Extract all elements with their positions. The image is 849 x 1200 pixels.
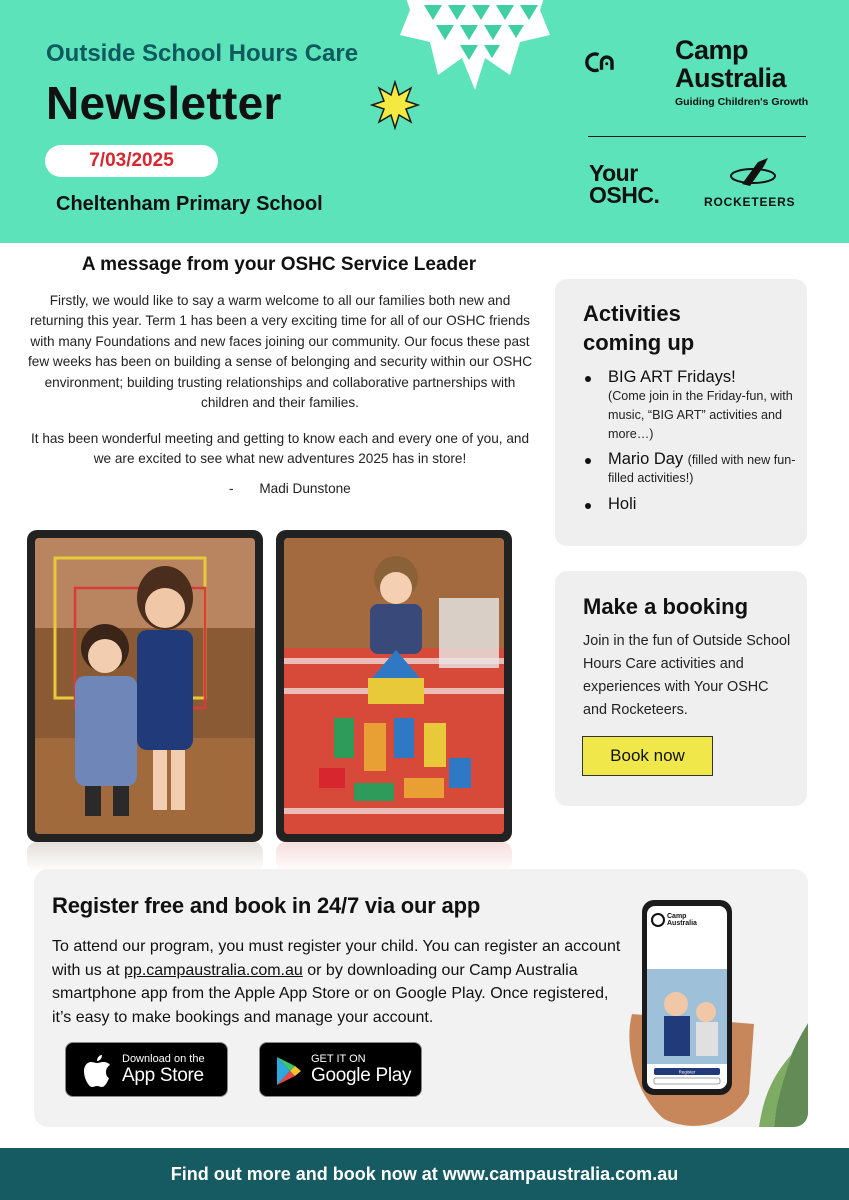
message-signature bbox=[229, 481, 351, 496]
photo-blocks-frame bbox=[276, 530, 512, 842]
activities-card bbox=[555, 279, 807, 546]
photo-blocks-reflection bbox=[276, 842, 512, 872]
your-oshc-line1: Your bbox=[589, 160, 638, 186]
register-text-start: To attend our program, you must register your child. You can register an account with us at bbox=[52, 938, 621, 979]
your-oshc-logo bbox=[589, 162, 659, 206]
message-paragraph-2: It has been wonderful meeting and getting to know each and every one of you, and we are excited to see what new adventures 2025 has in store! bbox=[30, 431, 530, 467]
photo-children-image bbox=[35, 538, 255, 834]
register-section bbox=[34, 869, 808, 1127]
photo-blocks-image bbox=[284, 538, 504, 834]
activity-item bbox=[583, 450, 798, 487]
phone-app-name-line1: Camp bbox=[667, 913, 687, 920]
sun-burst-icon bbox=[370, 80, 420, 130]
register-text bbox=[52, 935, 632, 1029]
header-divider bbox=[588, 136, 806, 137]
rocket-icon bbox=[728, 158, 778, 190]
activities-list bbox=[583, 368, 798, 520]
newsletter-date: 7/03/2025 bbox=[45, 145, 218, 177]
newsletter-title: Newsletter bbox=[46, 77, 282, 129]
header-banner bbox=[0, 0, 849, 243]
signature-name: Madi Dunstone bbox=[259, 481, 351, 496]
activities-title-line2: coming up bbox=[583, 330, 695, 355]
school-name: Cheltenham Primary School bbox=[56, 193, 323, 215]
photo-children-frame bbox=[27, 530, 263, 842]
camp-australia-logo-icon bbox=[585, 36, 675, 96]
phone-app-name-line2: Australia bbox=[667, 920, 697, 927]
message-paragraph-1: Firstly, we would like to say a warm welcome to all our families both new and returning this year. Term 1 has been a very exciting time for all of our OSHC friends with many Foundations and new faces joining our community. Our focus these past few weeks has been on building a sense of belonging and security within our OSHC environment; building trusting relationships and collaborative partnerships with children and their families. bbox=[27, 293, 533, 411]
booking-title: Make a booking bbox=[583, 594, 749, 619]
register-portal-link[interactable]: pp.campaustralia.com.au bbox=[124, 961, 303, 979]
book-now-button[interactable]: Book now bbox=[582, 736, 713, 776]
activities-title-line1: Activities bbox=[583, 301, 681, 326]
activity-detail: (filled with new fun-filled activities!) bbox=[608, 453, 796, 485]
footer-banner[interactable]: Find out more and book now at www.campaustralia.com.au bbox=[0, 1148, 849, 1200]
camp-australia-wordmark bbox=[675, 36, 786, 92]
brand-tagline: Guiding Children's Growth bbox=[675, 96, 809, 108]
message-heading: A message from your OSHC Service Leader bbox=[81, 254, 477, 275]
activities-title bbox=[583, 299, 694, 357]
activity-item bbox=[583, 368, 798, 444]
phone-register-button: Register bbox=[678, 1069, 696, 1075]
activity-item bbox=[583, 495, 798, 514]
register-text-end: or by downloading our Camp Australia smartphone app from the Apple App Store or on Google Play. Once registered, it’s easy to make bookings and manage your account. bbox=[52, 961, 609, 1026]
brand-name-line2: Australia bbox=[675, 63, 787, 93]
phone-app-illustration bbox=[624, 894, 808, 1127]
app-store-label: App Store bbox=[122, 1065, 204, 1086]
rocketeers-logo: ROCKETEERS bbox=[704, 195, 796, 209]
apple-icon bbox=[82, 1054, 112, 1088]
register-title: Register free and book in 24/7 via our app bbox=[52, 893, 481, 918]
app-store-small-text: Download on the bbox=[122, 1053, 205, 1065]
photo-children-reflection bbox=[27, 842, 263, 872]
google-play-label: Google Play bbox=[311, 1065, 412, 1086]
activity-name: Holi bbox=[608, 495, 637, 513]
newsletter-kicker: Outside School Hours Care bbox=[46, 40, 359, 67]
activity-name: Mario Day bbox=[608, 450, 684, 468]
booking-text: Join in the fun of Outside School Hours Care activities and experiences with Your OSHC and Rocketeers. bbox=[583, 633, 791, 718]
brand-name-line1: Camp bbox=[675, 35, 749, 65]
google-play-small-text: GET IT ON bbox=[311, 1053, 366, 1065]
google-play-button[interactable] bbox=[259, 1042, 422, 1097]
activity-name: BIG ART Fridays! bbox=[608, 368, 736, 386]
google-play-icon bbox=[276, 1056, 302, 1086]
booking-card bbox=[555, 571, 807, 806]
your-oshc-line2: OSHC. bbox=[589, 182, 660, 208]
triangle-star-graphic bbox=[400, 0, 550, 90]
app-store-button[interactable] bbox=[65, 1042, 228, 1097]
activity-detail: (Come join in the Friday-fun, with music, “BIG ART” activities and more…) bbox=[608, 389, 793, 441]
signature-dash: - bbox=[229, 481, 234, 496]
